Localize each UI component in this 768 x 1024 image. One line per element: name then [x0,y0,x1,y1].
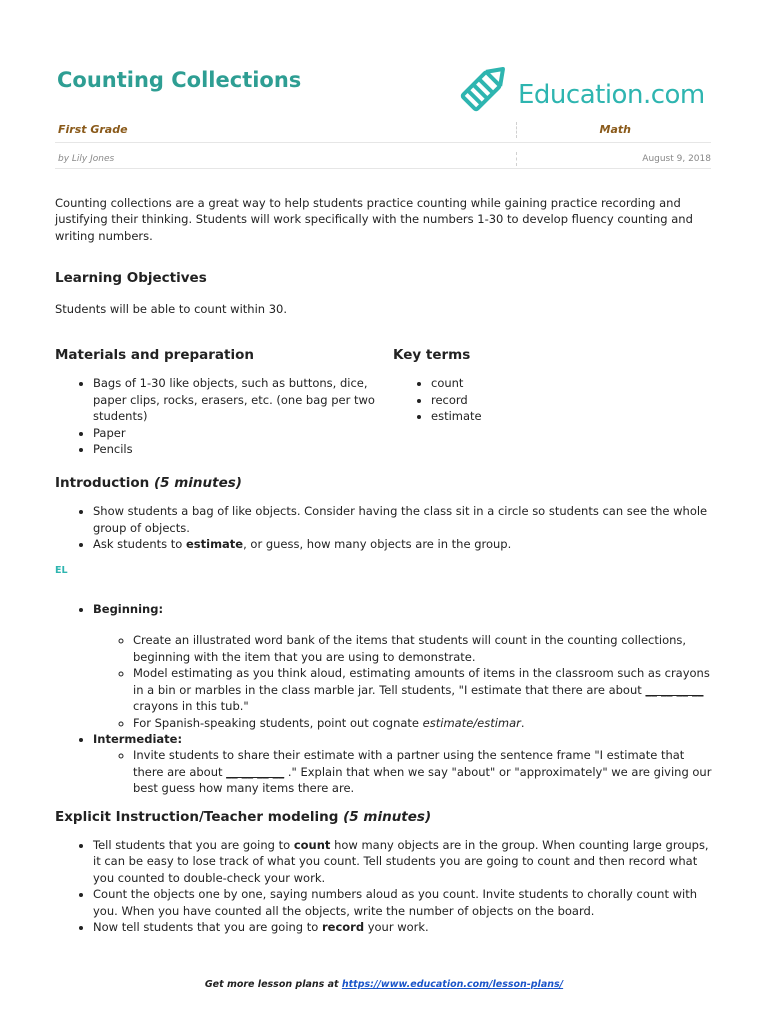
author-date-row [55,152,711,169]
beginning-subitem: ◦ Model estimating as you think aloud, estimating amounts of items in the classroom such as crayons in a bin or marbles in the class marble jar. Tell students, "I estimate that there are about __ __ __ __ crayons in this tub." [133,665,715,714]
key-term-item: • count [431,375,693,391]
author-label: by Lily Jones [58,154,115,164]
materials-list [55,375,375,457]
grade-subject-row [55,122,711,143]
introduction-duration: (5 minutes) [153,475,242,492]
materials-heading: Materials and preparation [55,347,254,364]
lesson-plans-link[interactable]: https://www.education.com/lesson-plans/ [341,979,564,990]
el-intermediate-item [93,731,715,797]
intro-paragraph: Counting collections are a great way to help students practice counting while gaining practice recording and justifying their thinking. Students will work specifically with the numbers 1-30 to develop fluency counting and writing numbers. [55,196,693,243]
learning-objectives-text: Students will be able to count within 30. [55,301,287,316]
materials-item: • Paper [93,425,375,441]
materials-item: • Pencils [93,441,375,457]
beginning-subitem: ◦ For Spanish-speaking students, point out cognate estimate/estimar. [133,715,715,731]
introduction-heading [55,475,715,491]
introduction-item: • Show students a bag of like objects. Consider having the class sit in a circle so students can see the whole group of objects. [93,503,715,536]
el-beginning-item [93,601,715,731]
explicit-item: • Count the objects one by one, saying numbers aloud as you count. Invite students to chorally count with you. When you have counted all the objects, write the number of objects on the board. [93,886,715,919]
date-label: August 9, 2018 [642,154,711,164]
introduction-list [55,503,715,552]
explicit-duration: (5 minutes) [343,808,432,825]
subject-label: Math [599,123,631,136]
el-list [55,601,715,796]
explicit-list [55,837,715,935]
explicit-instruction-heading [55,809,715,825]
grade-label: First Grade [58,123,128,136]
explicit-heading-text: Explicit Instruction/Teacher modeling [55,808,339,825]
key-terms-list [393,375,693,424]
pencil-logo-icon [456,56,518,112]
introduction-item: • Ask students to estimate, or guess, how many objects are in the group. [93,536,715,552]
lesson-content [55,195,715,935]
footer [0,979,768,990]
materials-keyterms-section [55,347,715,457]
introduction-heading-text: Introduction [55,475,150,492]
el-tag: EL [55,564,68,576]
explicit-item: • Now tell students that you are going to record your work. [93,919,715,935]
education-com-logo[interactable] [456,56,716,112]
key-term-item: • estimate [431,408,693,424]
footer-text: Get more lesson plans at [204,979,342,990]
key-terms-column [393,347,693,425]
materials-column [55,347,375,457]
intermediate-label: Intermediate: [93,731,183,746]
key-term-item: • record [431,392,693,408]
beginning-subitem: ◦ Create an illustrated word bank of the items that students will count in the counting collections, beginning with the item that you are using to demonstrate. [133,632,715,665]
learning-objectives-heading: Learning Objectives [55,270,207,287]
materials-item: • Bags of 1-30 like objects, such as buttons, dice, paper clips, rocks, erasers, etc. (one bag per two students) [93,375,375,424]
page-title: Counting Collections [57,68,302,92]
explicit-item: • Tell students that you are going to count how many objects are in the group. When counting large groups, it can be easy to lose track of what you count. Tell students you are going to count and then record what you counted to double-check your work. [93,837,715,886]
beginning-sublist [93,632,715,730]
logo-text: Education.com [518,80,705,110]
intermediate-subitem: ◦ Invite students to share their estimate with a partner using the sentence frame "I estimate that there are about __ __ __ __ ." Explain that when we say "about" or "approximately" we are giving our best guess how many items there are. [133,747,715,796]
key-terms-heading: Key terms [393,347,471,364]
beginning-label: Beginning: [93,602,164,617]
intermediate-sublist [93,747,715,796]
